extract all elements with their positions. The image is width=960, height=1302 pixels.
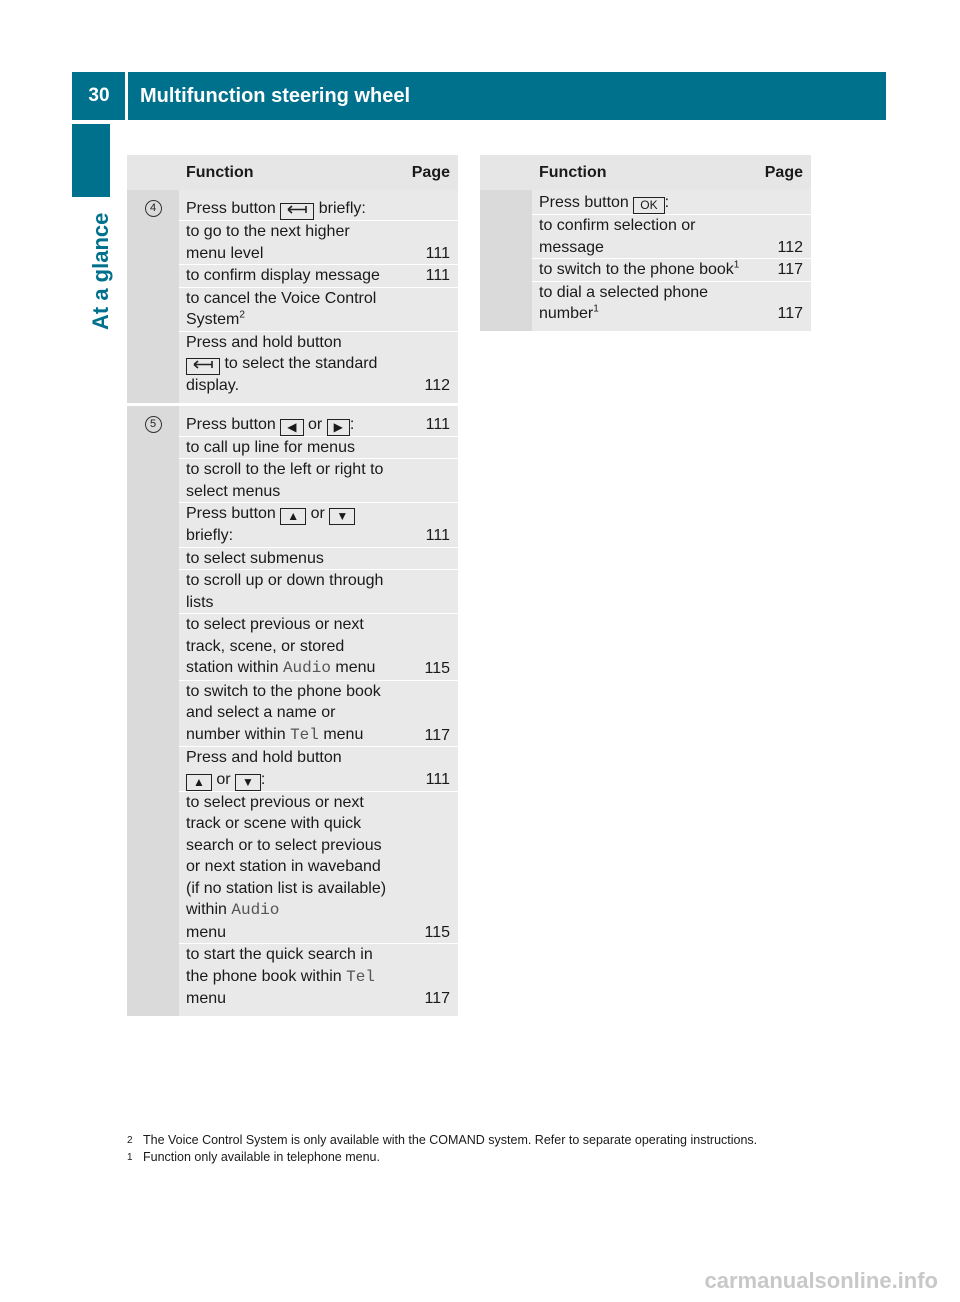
- watermark-text: carmanualsonline.info: [704, 1268, 938, 1293]
- function-cell: to switch to the phone book and select a name or number within Tel menu: [179, 680, 396, 747]
- page-cell: [396, 287, 458, 331]
- footnote: [127, 1149, 787, 1166]
- function-cell: to scroll to the left or right to select menus: [179, 459, 396, 503]
- function-cell: Press button briefly:: [179, 190, 396, 221]
- table-row: [127, 190, 458, 221]
- page-cell: [396, 570, 458, 614]
- page-cell: 112: [749, 215, 811, 259]
- function-cell: to call up line for menus: [179, 436, 396, 459]
- function-cell: to select previous or next track or scene with quick search or to select previous or next station in waveband (if no station list is available) within Audio menu: [179, 791, 396, 944]
- page-cell: 115: [396, 614, 458, 681]
- item-number-4: 4: [145, 200, 162, 217]
- page-cell: 117: [749, 281, 811, 331]
- footnote: [127, 1132, 787, 1149]
- page-cell: [396, 436, 458, 459]
- item-number-5: 5: [145, 416, 162, 433]
- function-cell: to scroll up or down through lists: [179, 570, 396, 614]
- function-cell: Press and hold button ▲ or ▼ :: [179, 747, 396, 792]
- footnote-text: The Voice Control System is only available with the COMAND system. Refer to separate operating instructions.: [143, 1133, 758, 1147]
- table-header-row: [127, 155, 458, 190]
- function-cell: to confirm display message: [179, 265, 396, 288]
- function-cell: to select previous or next track, scene, or stored station within Audio menu: [179, 614, 396, 681]
- tel-menu-label: Tel: [290, 725, 319, 744]
- page-cell: 117: [749, 259, 811, 282]
- function-cell: to start the quick search in the phone book within Tel menu: [179, 944, 396, 1016]
- footnote-ref: 1: [593, 303, 599, 315]
- audio-menu-label: Audio: [231, 901, 280, 919]
- page-cell: 117: [396, 944, 458, 1016]
- page-column-header: Page: [749, 155, 811, 190]
- function-cell: Press button ◀ or ▶ :: [179, 404, 396, 436]
- triangle-right-icon: ▶: [327, 419, 350, 436]
- function-column-header: Function: [532, 155, 749, 190]
- page-number: 30: [88, 85, 110, 106]
- function-cell: to cancel the Voice Control System$^2$: [179, 287, 396, 331]
- page-cell: 111: [396, 221, 458, 265]
- back-arrow-icon: [280, 203, 314, 220]
- page-cell: 111: [396, 503, 458, 548]
- page-cell: [749, 190, 811, 215]
- ok-key-icon: OK: [633, 197, 664, 214]
- tel-menu-label: Tel: [346, 967, 375, 986]
- function-table-left: [127, 155, 458, 1016]
- function-cell: to select submenus: [179, 547, 396, 570]
- table-header-row: [480, 155, 811, 190]
- number-column-header: [480, 155, 532, 190]
- footnote-ref: 1: [733, 259, 740, 271]
- function-cell: to switch to the phone book$^1$: [532, 259, 749, 282]
- function-cell: to dial a selected phone number$^1$: [532, 281, 749, 331]
- function-cell: to confirm selection or message: [532, 215, 749, 259]
- page-cell: 112: [396, 331, 458, 404]
- number-column-header: [127, 155, 179, 190]
- page-cell: 115: [396, 791, 458, 944]
- function-cell: Press and hold button to select the standard display.: [179, 331, 396, 404]
- footnotes: [127, 1132, 787, 1166]
- footnote-text: Function only available in telephone menu.: [143, 1150, 380, 1164]
- triangle-left-icon: ◀: [280, 419, 303, 436]
- function-table-right: [480, 155, 811, 331]
- item-number-cell: [480, 190, 532, 331]
- page-cell: 111: [396, 404, 458, 436]
- page-cell: [396, 547, 458, 570]
- item-number-cell: [127, 404, 179, 1016]
- page-cell: 111: [396, 747, 458, 792]
- triangle-up-icon: ▲: [280, 508, 306, 525]
- triangle-down-icon: ▼: [329, 508, 355, 525]
- function-cell: Press button OK :: [532, 190, 749, 215]
- table-row: [127, 404, 458, 436]
- page-cell: 117: [396, 680, 458, 747]
- triangle-up-icon: ▲: [186, 774, 212, 791]
- side-section-label: At a glance: [88, 212, 113, 330]
- back-arrow-icon: [186, 358, 220, 375]
- function-cell: Press button ▲ or ▼ briefly:: [179, 503, 396, 548]
- footnote-mark: 2: [127, 1135, 133, 1146]
- page-cell: [396, 190, 458, 221]
- page-cell: [396, 459, 458, 503]
- triangle-down-icon: ▼: [235, 774, 261, 791]
- header-divider: [125, 72, 128, 120]
- audio-menu-label: Audio: [282, 659, 331, 677]
- function-column-header: Function: [179, 155, 396, 190]
- footnote-mark: 1: [127, 1152, 133, 1163]
- function-cell: to go to the next higher menu level: [179, 221, 396, 265]
- table-row: [480, 190, 811, 215]
- item-number-cell: [127, 190, 179, 404]
- page-cell: 111: [396, 265, 458, 288]
- footnote-ref: 2: [239, 309, 245, 321]
- page-column-header: Page: [396, 155, 458, 190]
- chapter-title: Multifunction steering wheel: [140, 85, 411, 107]
